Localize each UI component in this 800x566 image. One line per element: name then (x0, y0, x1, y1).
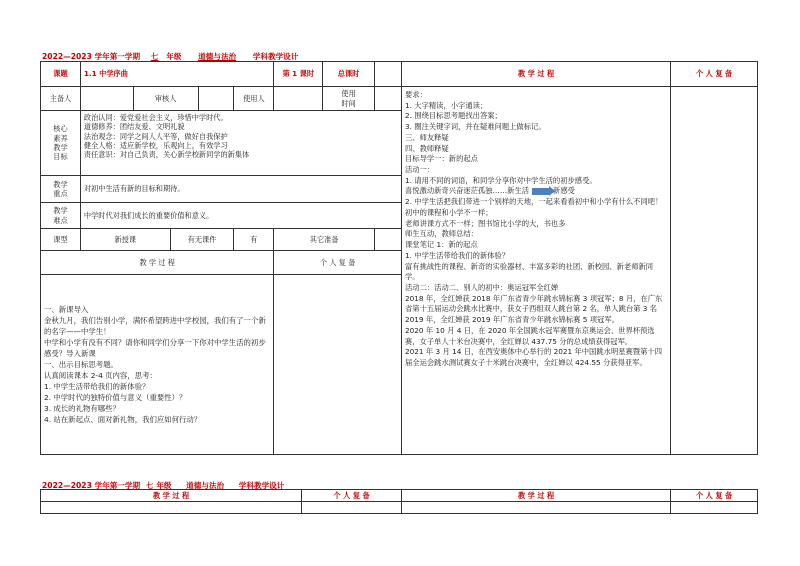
right-body-part-b: 2. 中学生活把我们带进一个别样的天地，一起来看看初中和小学有什么不同吧！ 初中的课程和小学不一样； 老师讲课方式不一样；图书馆比小学的大，书也多 师生互动，教师总结： 课堂笔记 1：新的起点 1. 中学生活带给我们的新体验？ 富有挑战性的课程、新奇的实验器材、丰富多彩的社团、新校园、新老师新同学。 活动二：活动二、别人的初中：奥运冠军全红婵 2018 年，全红婵获 2018 年广东省青少年跳水锦标赛 3 项冠军；8 月，在广东省第十五届运动会跳水比赛中，获女子西组双人跳台第 2 名，单人跳台第 3 名 2019 年，全红婵获 2019 年广东省青少年跳水锦标赛 5 项冠军。 2020 年 10 月 4 日，在 2020 年全国跳水冠军赛暨东京奥运会、世界杯预选赛，女子单人十米台决赛中，全红婵以 437.75 分的总成绩获得冠军。 2021 年 3 月 14 日，在西安奥体中心举行的 2021 年中国跳水明星赛暨第十四届全运会跳水测试赛女子十米跳台决赛中，全红婵以 424.55 分获得亚军。 (405, 197, 663, 367)
reviewer-label: 审核人 (133, 87, 198, 111)
other-value (375, 229, 402, 251)
header2-year: 2022—2023 学年第一学期 (42, 481, 141, 490)
reviewer-value (198, 87, 234, 111)
left-review-area (274, 275, 402, 455)
right-arrow-icon (532, 188, 550, 195)
bottom-left-table (40, 489, 402, 514)
courseware-label: 有无课件 (170, 229, 234, 251)
arrow-left-text: 喜悦激动新奇兴奋迷茫孤独……新生活 (405, 186, 530, 196)
type-label: 课型 (41, 229, 81, 251)
left-process-label: 教 学 过 程 (41, 251, 274, 275)
use-time-value (375, 87, 402, 111)
header-grade: 七 (150, 52, 159, 61)
bottom-right-review-area (671, 502, 758, 514)
bottom-right-review-label: 个 人 复 备 (671, 490, 758, 502)
bottom-left-process-label: 教 学 过 程 (41, 490, 302, 502)
bottom-left-body (41, 502, 302, 514)
header-subject: 道德与法治 (198, 52, 237, 61)
user-value (274, 87, 323, 111)
header-year: 2022—2023 学年第一学期 (42, 52, 141, 61)
type-value: 新授课 (80, 229, 170, 251)
bottom-right-table (401, 489, 758, 514)
courseware-value: 有 (234, 229, 274, 251)
preparer-label: 主备人 (41, 87, 81, 111)
preparer-value (80, 87, 133, 111)
user-label: 使用人 (234, 87, 274, 111)
key-label: 教学 重点 (41, 176, 81, 203)
right-review-area (671, 87, 758, 455)
feeling-arrow-row (405, 186, 667, 197)
left-body-text: 一、新课导入 金秋九月，我们告别小学，满怀希望跨进中学校园，我们有了一个新的名字——中学生！ 中学和小学有没有不同？请你和同学们分享一下你对中学生活的初步感受？导入新课 一、出示目标思考题。 认真阅读课本 2-4 页内容，思考： 1. 中学生活带给我们的新体验？ 2. 中学时代的独特价值与意义（重要性）？ 3. 成长的礼物有哪些？ 4. 站在新起点、面对新礼物，我们应如何行动？ (41, 275, 274, 455)
header2-suffix: 学科教学设计 (238, 481, 285, 490)
header-grade-suffix: 年级 (166, 52, 182, 61)
right-review-label: 个 人 复 备 (671, 62, 758, 87)
right-process-label: 教 学 过 程 (402, 62, 671, 87)
right-body (402, 87, 671, 455)
use-time-label: 使用 时间 (323, 87, 375, 111)
left-review-label: 个 人 复 备 (274, 251, 402, 275)
process-table (401, 61, 758, 455)
difficulty-text: 中学时代对我们成长的重要价值和意义。 (80, 203, 401, 229)
header-suffix: 学科教学设计 (252, 52, 299, 61)
total-label: 总课时 (323, 62, 375, 87)
bottom-right-body (402, 502, 671, 514)
lesson-info-table (40, 61, 402, 455)
topic-label: 课题 (41, 62, 81, 87)
topic-value: 1.1 中学序曲 (80, 62, 273, 87)
total-value (375, 62, 402, 87)
right-body-part-a: 要求： 1. 大字精读，小字通读； 2. 围绕目标思考题找出答案； 3. 圈注关键字词，并在疑难问题上做标记。 三、师友释疑 四、教师释疑 目标导学一：新的起点 活动一： 1. 请用不同的词语，和同学分享你对中学生活的初步感受。 (405, 90, 597, 185)
core-text: 政治认同：爱党爱社会主义，珍惜中学时代。 道德修养：团结友爱、文明礼貌 法治观念：同学之间人人平等，做好自我保护 健全人格：适应新学校，乐观向上，有效学习 责任意识：对自己负责，关心新学校新同学的新集体 (80, 111, 401, 176)
header2-subject: 道德与法治 (186, 481, 225, 490)
difficulty-label: 教学 难点 (41, 203, 81, 229)
lesson-label: 第 1 课时 (274, 62, 323, 87)
key-text: 对初中生活有新的目标和期待。 (80, 176, 401, 203)
other-label: 其它准备 (274, 229, 375, 251)
bottom-right-process-label: 教 学 过 程 (402, 490, 671, 502)
bottom-left-review-label: 个 人 复 备 (302, 490, 402, 502)
header2-grade: 七 (145, 481, 154, 490)
header2-grade-suffix: 年级 (156, 481, 172, 490)
bottom-left-review-area (302, 502, 402, 514)
core-label: 核心 素养 教学 目标 (41, 111, 81, 176)
arrow-right-text: 新感受 (553, 186, 575, 196)
